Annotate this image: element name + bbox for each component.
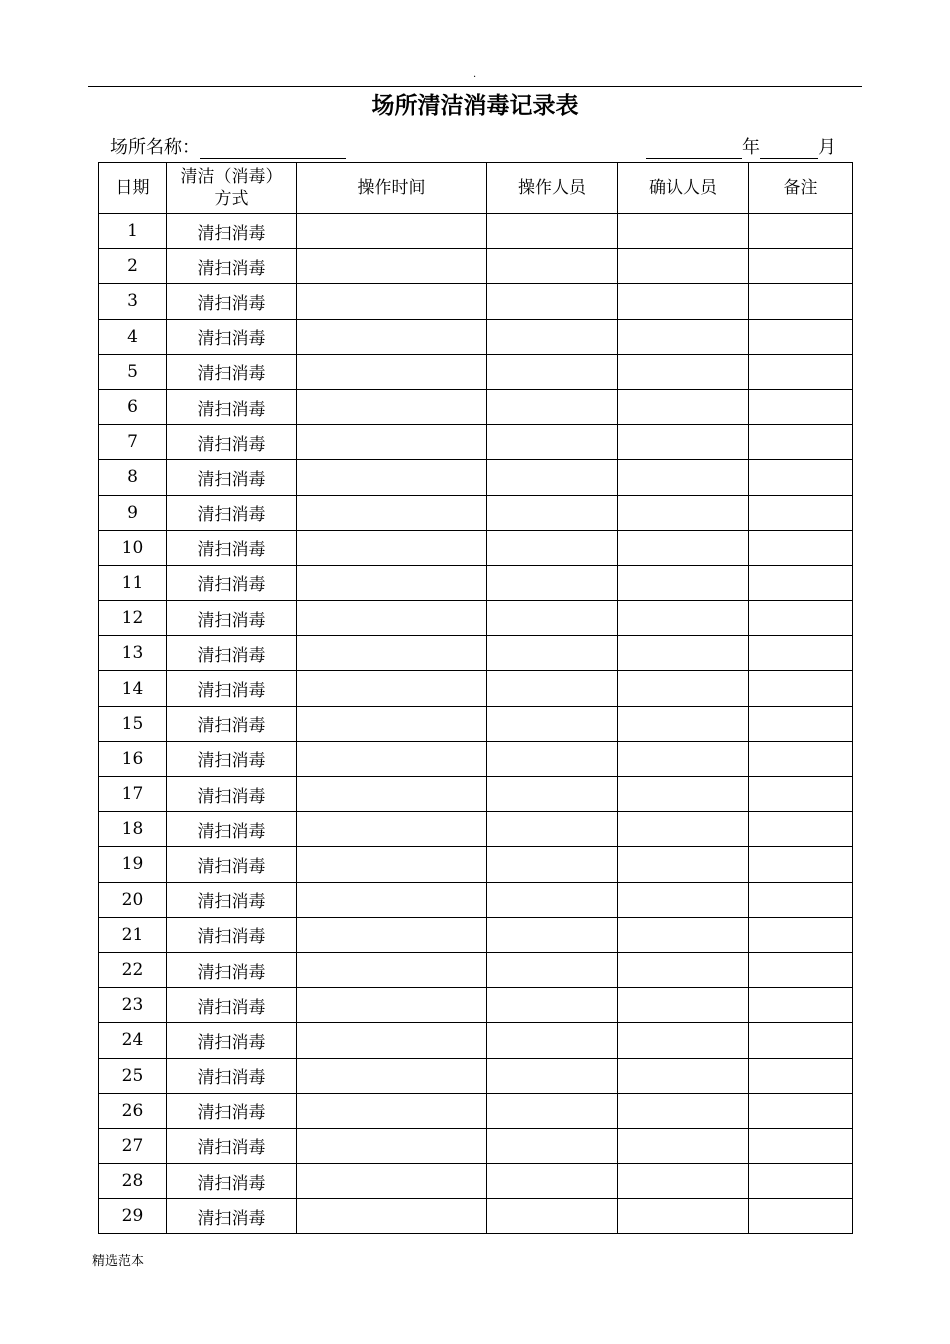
day-cell: 8 <box>99 460 167 495</box>
table-row <box>99 214 853 249</box>
day-cell: 24 <box>99 1023 167 1058</box>
method-cell: 清扫消毒 <box>167 1058 297 1093</box>
operator-cell[interactable] <box>487 1199 618 1234</box>
day-cell: 26 <box>99 1093 167 1128</box>
confirmer-cell[interactable] <box>618 1023 749 1058</box>
method-cell: 清扫消毒 <box>167 1199 297 1234</box>
notes-cell[interactable] <box>749 882 853 917</box>
method-cell: 清扫消毒 <box>167 284 297 319</box>
method-cell: 清扫消毒 <box>167 1023 297 1058</box>
method-cell: 清扫消毒 <box>167 777 297 812</box>
notes-cell[interactable] <box>749 1128 853 1163</box>
table-row <box>99 495 853 530</box>
notes-cell[interactable] <box>749 777 853 812</box>
year-blank[interactable] <box>646 140 742 159</box>
day-cell: 21 <box>99 917 167 952</box>
method-cell: 清扫消毒 <box>167 741 297 776</box>
method-cell: 清扫消毒 <box>167 1128 297 1163</box>
day-cell: 22 <box>99 952 167 987</box>
confirmer-cell[interactable] <box>618 1199 749 1234</box>
notes-cell[interactable] <box>749 565 853 600</box>
table-header-row <box>99 163 853 214</box>
day-cell: 17 <box>99 777 167 812</box>
time-cell[interactable] <box>297 636 487 671</box>
notes-cell[interactable] <box>749 249 853 284</box>
time-cell[interactable] <box>297 671 487 706</box>
table-row <box>99 671 853 706</box>
confirmer-cell[interactable] <box>618 601 749 636</box>
table-row <box>99 284 853 319</box>
method-cell: 清扫消毒 <box>167 460 297 495</box>
time-cell[interactable] <box>297 389 487 424</box>
header-method-line2: 方式 <box>214 189 249 209</box>
method-cell: 清扫消毒 <box>167 495 297 530</box>
table-row <box>99 882 853 917</box>
time-cell[interactable] <box>297 565 487 600</box>
time-cell[interactable] <box>297 284 487 319</box>
day-cell: 18 <box>99 812 167 847</box>
confirmer-cell[interactable] <box>618 319 749 354</box>
confirmer-cell[interactable] <box>618 741 749 776</box>
day-cell: 29 <box>99 1199 167 1234</box>
time-cell[interactable] <box>297 777 487 812</box>
header-time: 操作时间 <box>297 163 487 214</box>
time-cell[interactable] <box>297 812 487 847</box>
time-cell[interactable] <box>297 847 487 882</box>
method-cell: 清扫消毒 <box>167 1164 297 1199</box>
method-cell: 清扫消毒 <box>167 706 297 741</box>
operator-cell[interactable] <box>487 1164 618 1199</box>
notes-cell[interactable] <box>749 1023 853 1058</box>
notes-cell[interactable] <box>749 1093 853 1128</box>
time-cell[interactable] <box>297 1199 487 1234</box>
confirmer-cell[interactable] <box>618 636 749 671</box>
day-cell: 12 <box>99 601 167 636</box>
day-cell: 10 <box>99 530 167 565</box>
time-cell[interactable] <box>297 882 487 917</box>
day-cell: 15 <box>99 706 167 741</box>
header-operator: 操作人员 <box>487 163 618 214</box>
time-cell[interactable] <box>297 988 487 1023</box>
operator-cell[interactable] <box>487 1128 618 1163</box>
operator-cell[interactable] <box>487 988 618 1023</box>
day-cell: 4 <box>99 319 167 354</box>
notes-cell[interactable] <box>749 917 853 952</box>
day-cell: 1 <box>99 214 167 249</box>
notes-cell[interactable] <box>749 847 853 882</box>
notes-cell[interactable] <box>749 1164 853 1199</box>
confirmer-cell[interactable] <box>618 706 749 741</box>
method-cell: 清扫消毒 <box>167 882 297 917</box>
time-cell[interactable] <box>297 917 487 952</box>
time-cell[interactable] <box>297 319 487 354</box>
confirmer-cell[interactable] <box>618 495 749 530</box>
operator-cell[interactable] <box>487 214 618 249</box>
time-cell[interactable] <box>297 530 487 565</box>
operator-cell[interactable] <box>487 601 618 636</box>
table-row <box>99 249 853 284</box>
month-label: 月 <box>818 137 836 158</box>
table-row <box>99 460 853 495</box>
method-cell: 清扫消毒 <box>167 1093 297 1128</box>
time-cell[interactable] <box>297 495 487 530</box>
confirmer-cell[interactable] <box>618 917 749 952</box>
notes-cell[interactable] <box>749 319 853 354</box>
operator-cell[interactable] <box>487 1023 618 1058</box>
time-cell[interactable] <box>297 741 487 776</box>
time-cell[interactable] <box>297 1093 487 1128</box>
confirmer-cell[interactable] <box>618 425 749 460</box>
time-cell[interactable] <box>297 354 487 389</box>
notes-cell[interactable] <box>749 425 853 460</box>
confirmer-cell[interactable] <box>618 530 749 565</box>
table-row <box>99 988 853 1023</box>
day-cell: 5 <box>99 354 167 389</box>
time-cell[interactable] <box>297 460 487 495</box>
method-cell: 清扫消毒 <box>167 636 297 671</box>
method-cell: 清扫消毒 <box>167 847 297 882</box>
table-row <box>99 1199 853 1234</box>
operator-cell[interactable] <box>487 1093 618 1128</box>
notes-cell[interactable] <box>749 706 853 741</box>
day-cell: 6 <box>99 389 167 424</box>
table-row <box>99 1128 853 1163</box>
header-confirmer: 确认人员 <box>618 163 749 214</box>
day-cell: 9 <box>99 495 167 530</box>
day-cell: 13 <box>99 636 167 671</box>
confirmer-cell[interactable] <box>618 988 749 1023</box>
time-cell[interactable] <box>297 706 487 741</box>
venue-label: 场所名称： <box>110 137 200 158</box>
method-cell: 清扫消毒 <box>167 988 297 1023</box>
confirmer-cell[interactable] <box>618 1058 749 1093</box>
operator-cell[interactable] <box>487 565 618 600</box>
table-row <box>99 1058 853 1093</box>
notes-cell[interactable] <box>749 1058 853 1093</box>
operator-cell[interactable] <box>487 777 618 812</box>
notes-cell[interactable] <box>749 354 853 389</box>
day-cell: 19 <box>99 847 167 882</box>
time-cell[interactable] <box>297 249 487 284</box>
header-rule <box>88 86 862 87</box>
method-cell: 清扫消毒 <box>167 565 297 600</box>
table-row <box>99 389 853 424</box>
operator-cell[interactable] <box>487 249 618 284</box>
day-cell: 14 <box>99 671 167 706</box>
table-row <box>99 952 853 987</box>
table-row <box>99 812 853 847</box>
notes-cell[interactable] <box>749 495 853 530</box>
header-notes: 备注 <box>749 163 853 214</box>
header-method-line1: 清洁（消毒） <box>180 167 283 187</box>
day-cell: 3 <box>99 284 167 319</box>
notes-cell[interactable] <box>749 460 853 495</box>
confirmer-cell[interactable] <box>618 565 749 600</box>
page-title: 场所清洁消毒记录表 <box>371 93 579 119</box>
day-cell: 16 <box>99 741 167 776</box>
table-row <box>99 917 853 952</box>
month-blank[interactable] <box>760 140 818 159</box>
time-cell[interactable] <box>297 1128 487 1163</box>
confirmer-cell[interactable] <box>618 1093 749 1128</box>
operator-cell[interactable] <box>487 741 618 776</box>
notes-cell[interactable] <box>749 636 853 671</box>
table-row <box>99 636 853 671</box>
time-cell[interactable] <box>297 1058 487 1093</box>
notes-cell[interactable] <box>749 389 853 424</box>
notes-cell[interactable] <box>749 952 853 987</box>
operator-cell[interactable] <box>487 917 618 952</box>
method-cell: 清扫消毒 <box>167 952 297 987</box>
operator-cell[interactable] <box>487 847 618 882</box>
table-row <box>99 565 853 600</box>
table-row <box>99 706 853 741</box>
notes-cell[interactable] <box>749 601 853 636</box>
table-row <box>99 1023 853 1058</box>
method-cell: 清扫消毒 <box>167 319 297 354</box>
time-cell[interactable] <box>297 1023 487 1058</box>
day-cell: 23 <box>99 988 167 1023</box>
table-row <box>99 1093 853 1128</box>
day-cell: 27 <box>99 1128 167 1163</box>
confirmer-cell[interactable] <box>618 214 749 249</box>
method-cell: 清扫消毒 <box>167 214 297 249</box>
method-cell: 清扫消毒 <box>167 354 297 389</box>
date-field <box>646 137 836 159</box>
time-cell[interactable] <box>297 601 487 636</box>
day-cell: 7 <box>99 425 167 460</box>
method-cell: 清扫消毒 <box>167 389 297 424</box>
confirmer-cell[interactable] <box>618 1128 749 1163</box>
method-cell: 清扫消毒 <box>167 425 297 460</box>
operator-cell[interactable] <box>487 671 618 706</box>
notes-cell[interactable] <box>749 671 853 706</box>
day-cell: 28 <box>99 1164 167 1199</box>
table-row <box>99 354 853 389</box>
notes-cell[interactable] <box>749 530 853 565</box>
header-method <box>167 163 297 214</box>
confirmer-cell[interactable] <box>618 354 749 389</box>
method-cell: 清扫消毒 <box>167 249 297 284</box>
table-row <box>99 601 853 636</box>
time-cell[interactable] <box>297 214 487 249</box>
table-row <box>99 1164 853 1199</box>
operator-cell[interactable] <box>487 460 618 495</box>
operator-cell[interactable] <box>487 636 618 671</box>
table-row <box>99 319 853 354</box>
method-cell: 清扫消毒 <box>167 530 297 565</box>
operator-cell[interactable] <box>487 354 618 389</box>
table-row <box>99 777 853 812</box>
header-date: 日期 <box>99 163 167 214</box>
operator-cell[interactable] <box>487 284 618 319</box>
table-row <box>99 425 853 460</box>
notes-cell[interactable] <box>749 741 853 776</box>
operator-cell[interactable] <box>487 425 618 460</box>
confirmer-cell[interactable] <box>618 389 749 424</box>
operator-cell[interactable] <box>487 319 618 354</box>
operator-cell[interactable] <box>487 812 618 847</box>
day-cell: 11 <box>99 565 167 600</box>
confirmer-cell[interactable] <box>618 777 749 812</box>
notes-cell[interactable] <box>749 988 853 1023</box>
confirmer-cell[interactable] <box>618 249 749 284</box>
operator-cell[interactable] <box>487 530 618 565</box>
confirmer-cell[interactable] <box>618 847 749 882</box>
venue-blank[interactable] <box>200 140 346 159</box>
time-cell[interactable] <box>297 425 487 460</box>
venue-field <box>110 137 346 159</box>
notes-cell[interactable] <box>749 812 853 847</box>
day-cell: 25 <box>99 1058 167 1093</box>
day-cell: 20 <box>99 882 167 917</box>
notes-cell[interactable] <box>749 1199 853 1234</box>
notes-cell[interactable] <box>749 214 853 249</box>
method-cell: 清扫消毒 <box>167 601 297 636</box>
day-cell: 2 <box>99 249 167 284</box>
time-cell[interactable] <box>297 952 487 987</box>
confirmer-cell[interactable] <box>618 671 749 706</box>
table-row <box>99 847 853 882</box>
cleaning-log-table <box>98 162 853 1234</box>
operator-cell[interactable] <box>487 389 618 424</box>
operator-cell[interactable] <box>487 495 618 530</box>
operator-cell[interactable] <box>487 706 618 741</box>
year-label: 年 <box>742 137 760 158</box>
method-cell: 清扫消毒 <box>167 917 297 952</box>
confirmer-cell[interactable] <box>618 812 749 847</box>
operator-cell[interactable] <box>487 952 618 987</box>
operator-cell[interactable] <box>487 1058 618 1093</box>
confirmer-cell[interactable] <box>618 284 749 319</box>
table-row <box>99 741 853 776</box>
method-cell: 清扫消毒 <box>167 812 297 847</box>
footer-text: 精选范本 <box>92 1254 145 1269</box>
confirmer-cell[interactable] <box>618 882 749 917</box>
table-row <box>99 530 853 565</box>
operator-cell[interactable] <box>487 882 618 917</box>
header-dot: . <box>473 69 477 80</box>
confirmer-cell[interactable] <box>618 1164 749 1199</box>
method-cell: 清扫消毒 <box>167 671 297 706</box>
confirmer-cell[interactable] <box>618 952 749 987</box>
time-cell[interactable] <box>297 1164 487 1199</box>
notes-cell[interactable] <box>749 284 853 319</box>
confirmer-cell[interactable] <box>618 460 749 495</box>
